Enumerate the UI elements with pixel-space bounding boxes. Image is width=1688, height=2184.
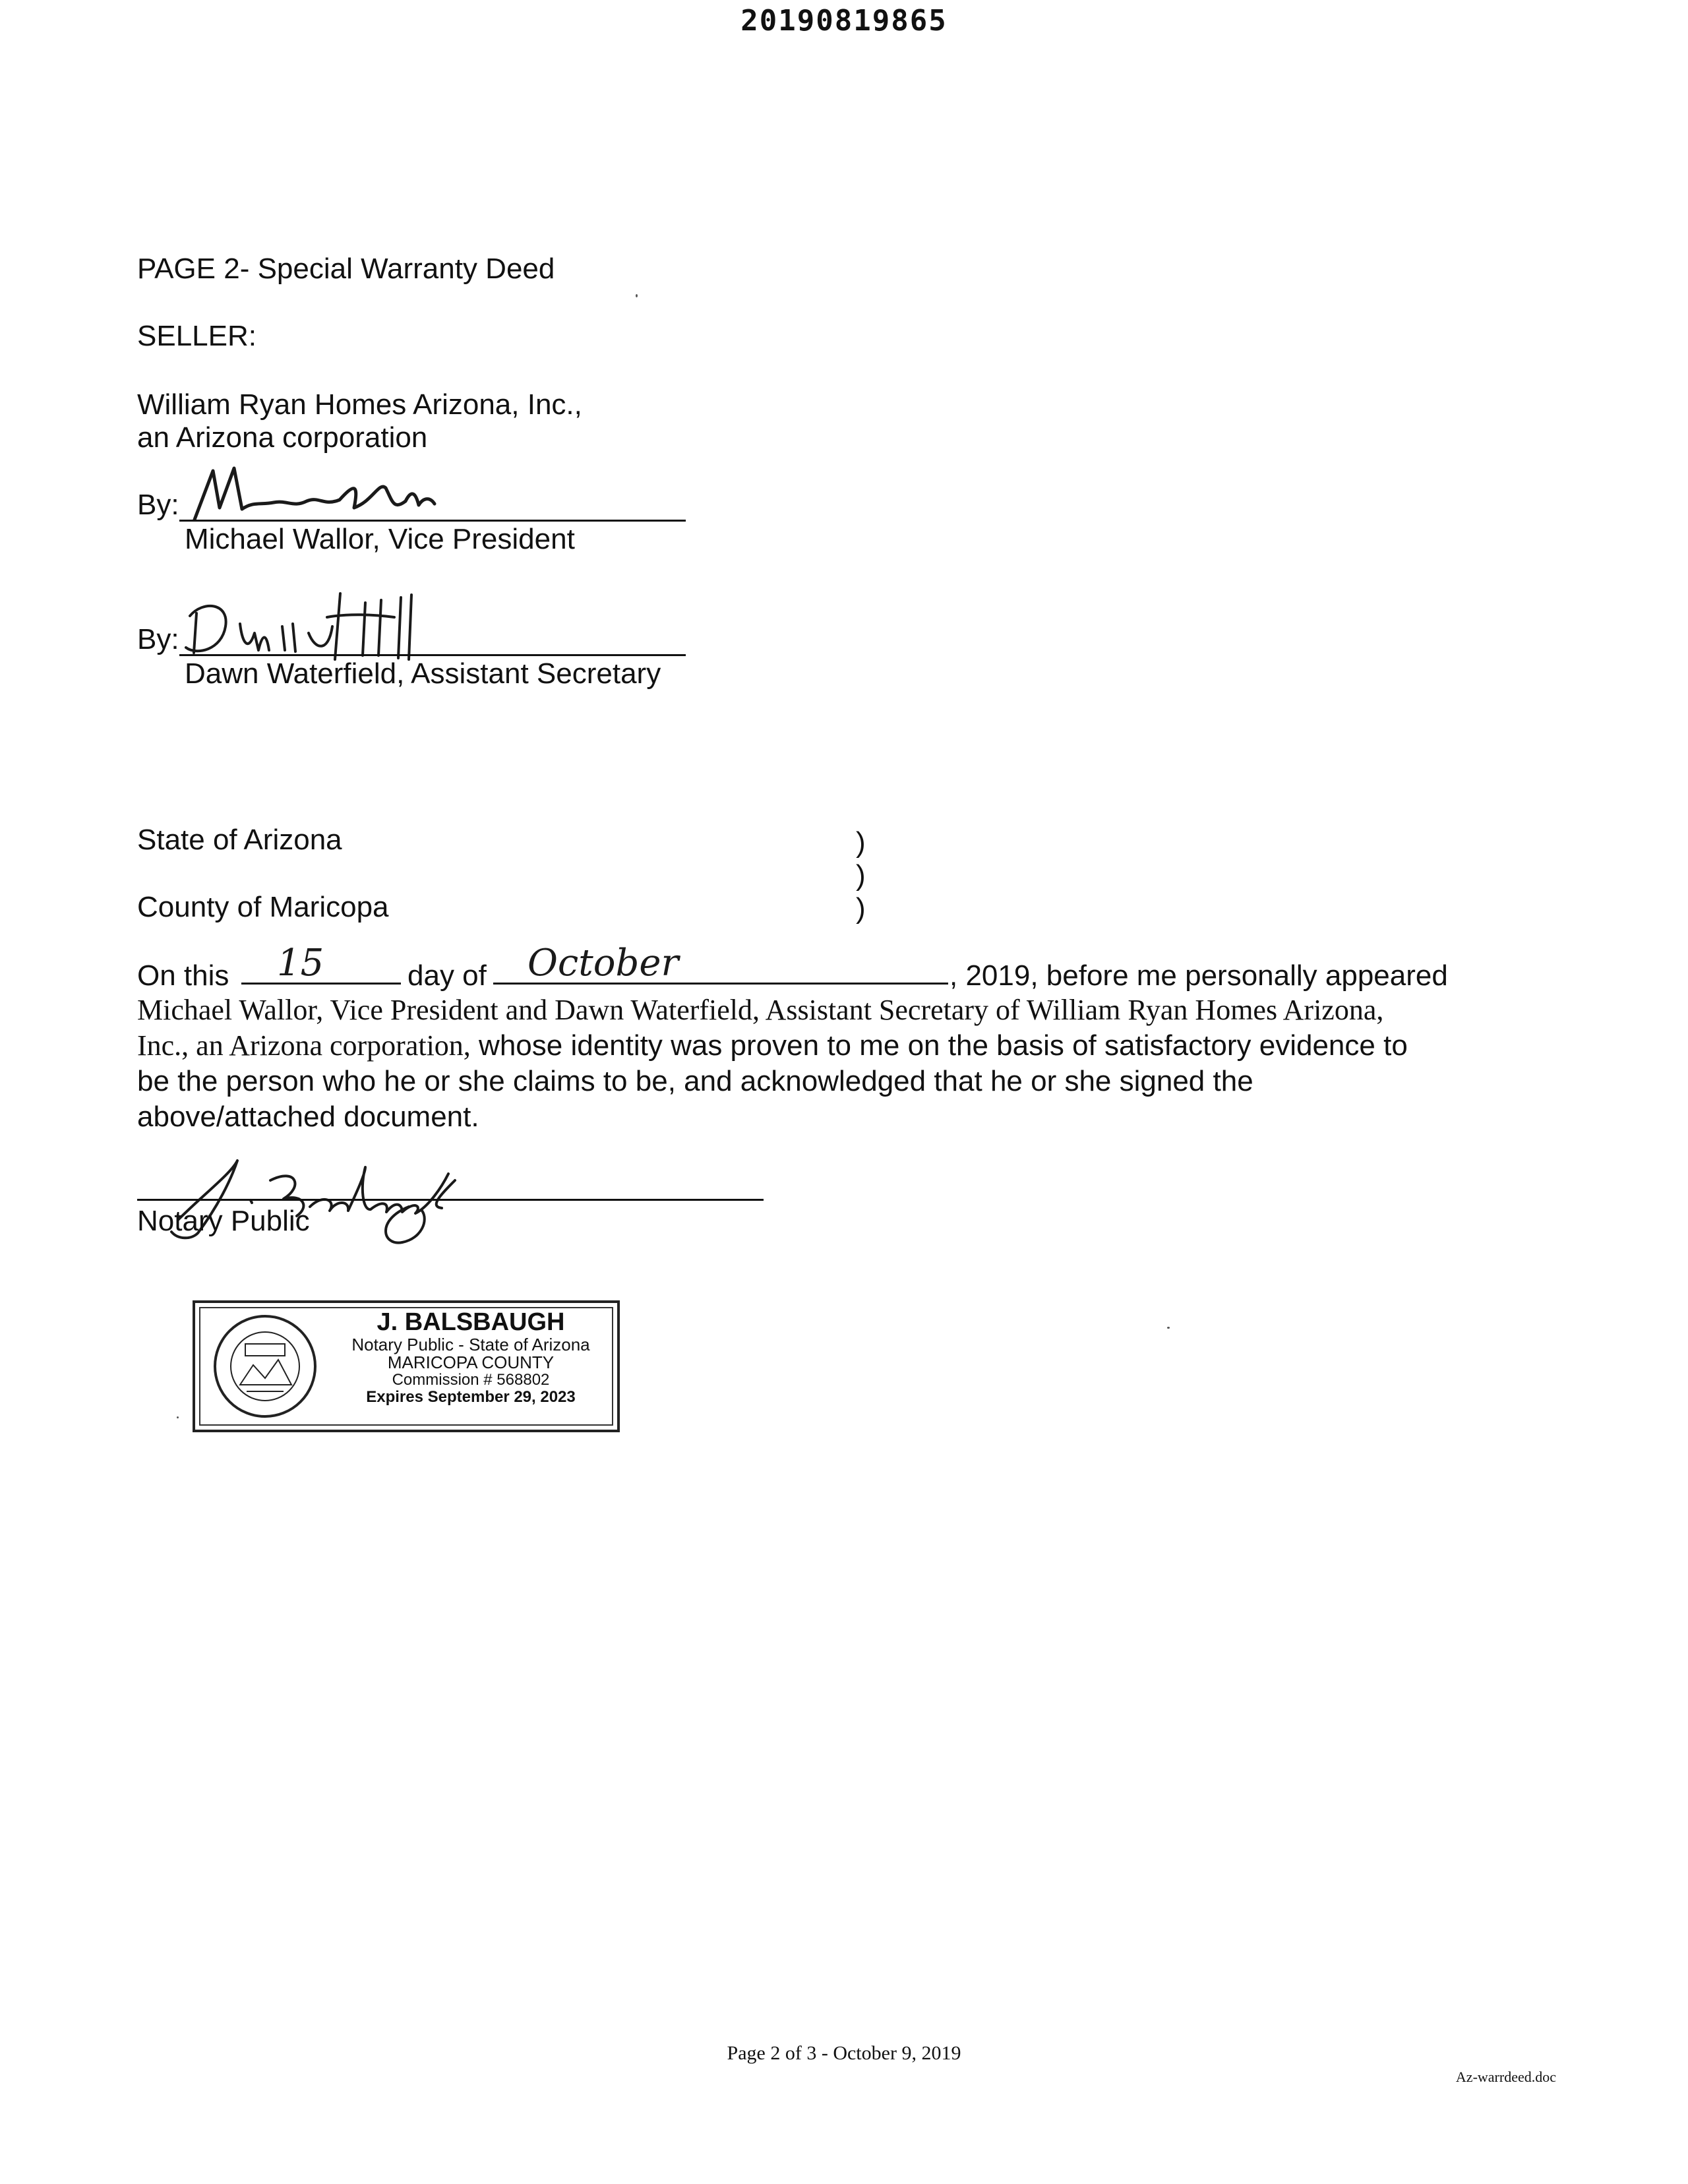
ack-line-3-serif: Inc., an Arizona corporation, — [137, 1029, 471, 1062]
county-label: County of Maricopa — [137, 891, 389, 923]
notary-stamp — [193, 1300, 620, 1432]
ack-month-line — [493, 983, 948, 985]
seller-name-line2: an Arizona corporation — [137, 421, 428, 454]
stamp-line-2: Notary Public - State of Arizona — [351, 1334, 590, 1354]
venue-paren-3: ) — [856, 892, 866, 925]
scan-speck — [636, 294, 638, 297]
arizona-state-seal — [207, 1312, 323, 1420]
recording-number: 20190819865 — [740, 4, 948, 38]
venue-paren-1: ) — [856, 826, 866, 859]
stamp-name: J. BALSBAUGH — [377, 1308, 565, 1336]
signer1-name-title: Michael Wallor, Vice President — [185, 523, 575, 555]
ack-day-handwritten: 15 — [277, 942, 324, 985]
signature-line-1 — [179, 520, 686, 522]
by-label-2: By: — [137, 623, 179, 655]
by-label-1: By: — [137, 489, 179, 521]
signer2-name-title: Dawn Waterfield, Assistant Secretary — [185, 657, 661, 690]
ack-line-3 — [137, 1029, 1408, 1063]
page-footer: Page 2 of 3 - October 9, 2019 — [727, 2042, 961, 2064]
ack-line-4: be the person who he or she claims to be, and acknowledged that he or she signed the — [137, 1065, 1253, 1097]
seller-label: SELLER: — [137, 320, 256, 352]
ack-month-handwritten: October — [528, 942, 679, 985]
stamp-line-5: Expires September 29, 2023 — [366, 1387, 576, 1406]
ack-day-of: day of — [407, 959, 487, 992]
state-label: State of Arizona — [137, 824, 342, 856]
scan-speck — [177, 1416, 179, 1418]
ack-line-3-sans: whose identity was proven to me on the basis of satisfactory evidence to — [470, 1029, 1408, 1062]
venue-paren-2: ) — [856, 859, 866, 892]
stamp-line-3: MARICOPA COUNTY — [387, 1352, 555, 1373]
signature-michael-wallor — [181, 462, 485, 525]
ack-line-5: above/attached document. — [137, 1101, 479, 1133]
ack-year-text: , 2019, before me personally appeared — [950, 959, 1448, 992]
ack-line-2: Michael Wallor, Vice President and Dawn Waterfield, Assistant Secretary of William Ryan Homes Arizona, — [137, 994, 1384, 1026]
signature-line-2 — [179, 654, 686, 656]
ack-on-this: On this — [137, 959, 229, 992]
stamp-line-4: Commission # 568802 — [392, 1371, 550, 1389]
notary-label: Notary Public — [137, 1205, 310, 1237]
page-heading: PAGE 2- Special Warranty Deed — [137, 253, 555, 285]
ack-day-line — [241, 983, 401, 985]
notary-signature-line — [137, 1199, 764, 1201]
seller-name-line1: William Ryan Homes Arizona, Inc., — [137, 388, 582, 421]
scan-speck — [1167, 1327, 1170, 1329]
file-name: Az-warrdeed.doc — [1455, 2069, 1556, 2085]
